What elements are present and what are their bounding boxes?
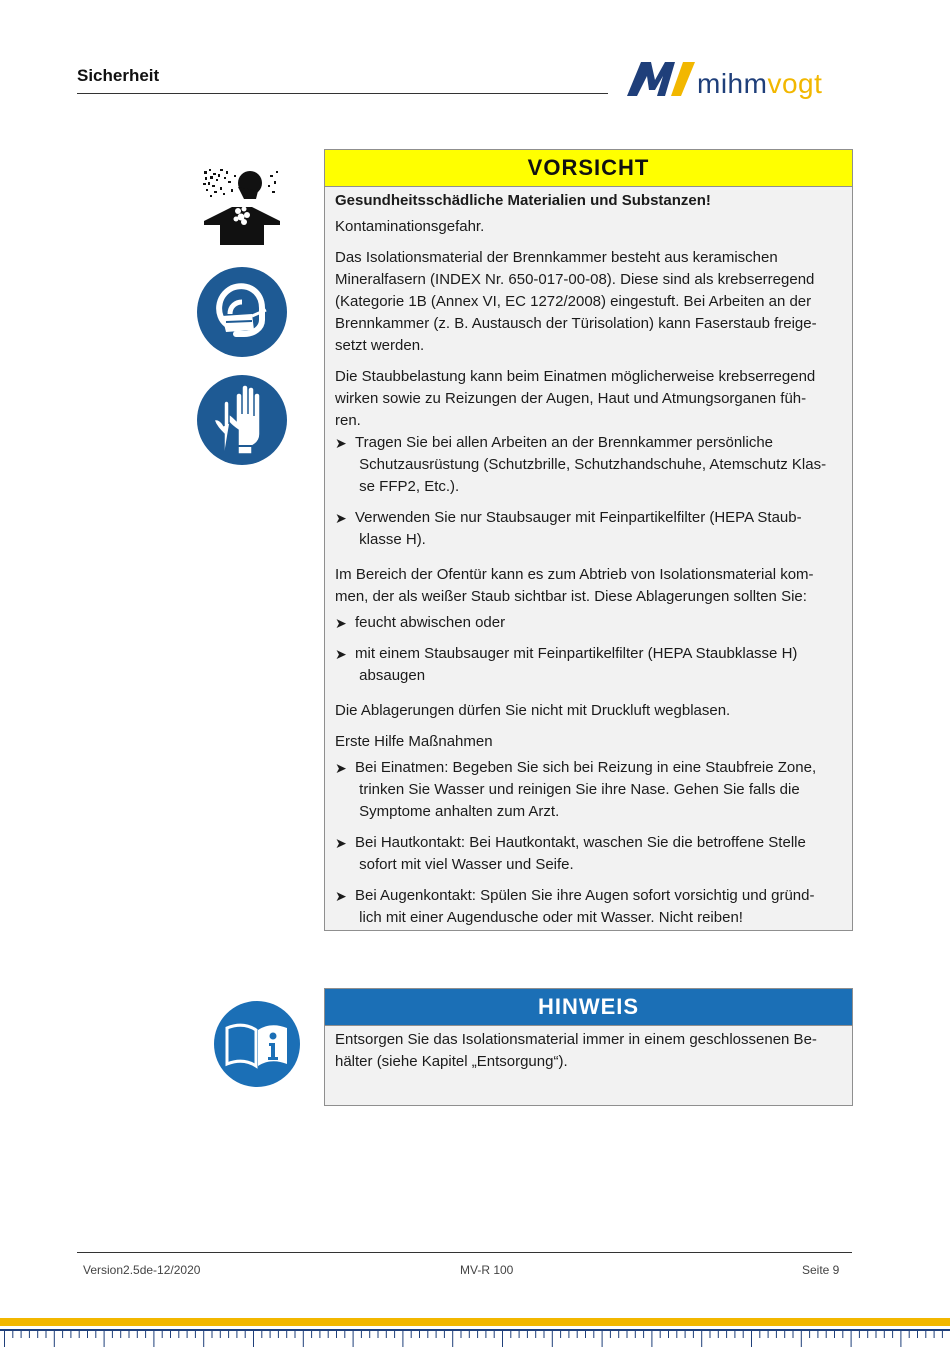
notice-box — [324, 988, 853, 1106]
logo-wordmark: mihmvogt — [697, 68, 823, 99]
health-hazard-icon — [200, 165, 284, 245]
caution-para-3: Im Bereich der Ofentür kann es zum Abtrieb von Isolationsmaterial kom- men, der als weißer Staub sichtbar ist. Diese Ablagerungen sollten Sie: — [335, 566, 814, 605]
notice-heading: HINWEIS — [325, 989, 852, 1026]
list-item: ➤ Verwenden Sie nur Staubsauger mit Feinpartikelfilter (HEPA Staub- klasse H). — [335, 507, 842, 551]
arrow-bullet-icon: ➤ — [335, 615, 347, 631]
footer-rule — [77, 1252, 852, 1253]
list-item: ➤ Bei Hautkontakt: Bei Hautkontakt, waschen Sie die betroffene Stelle sofort mit viel Wasser und Seife. — [335, 832, 842, 876]
bottom-ruler-strip — [0, 1318, 950, 1348]
list-item: ➤ Tragen Sie bei allen Arbeiten an der Brennkammer persönliche Schutzausrüstung (Schutzbrille, Schutzhandschuhe, Atemschutz Klas- se FFP2, Etc.). — [335, 432, 842, 498]
gloves-icon — [196, 374, 288, 466]
caution-para-4: Die Ablagerungen dürfen Sie nicht mit Druckluft wegblasen. — [335, 702, 731, 719]
arrow-bullet-icon: ➤ — [335, 510, 347, 526]
notice-text: Entsorgen Sie das Isolationsmaterial immer in einem geschlossenen Be- hälter (siehe Kapitel „Entsorgung“). — [335, 1031, 817, 1070]
arrow-bullet-icon: ➤ — [335, 646, 347, 662]
caution-para-1: Das Isolationsmaterial der Brennkammer besteht aus keramischen Mineralfasern (INDEX Nr. 650-017-00-08). Diese sind als krebserregend (Kategorie 1B (Annex VI, EC 1272/2008) eingestuft. Bei Arbeiten an der Brennkammer (z. B. Austausch der Türisolation) kann Faserstaub freige- setzt werden. — [335, 249, 817, 354]
caution-para-2: Die Staubbelastung kann beim Einatmen möglicherweise krebserregend wirken sowie zu Reizungen der Augen, Haut und Atmungsorganen füh- ren. — [335, 368, 816, 429]
caution-box — [324, 149, 853, 931]
arrow-bullet-icon: ➤ — [335, 835, 347, 851]
header-rule — [77, 93, 608, 94]
list-item: ➤ Bei Einatmen: Begeben Sie sich bei Reizung in eine Staubfreie Zone, trinken Sie Wasser und reinigen Sie ihre Nase. Gehen Sie falls die Symptome anhalten zum Arzt. — [335, 757, 842, 823]
caution-title: Gesundheitsschädliche Materialien und Substanzen! — [335, 192, 711, 209]
arrow-bullet-icon: ➤ — [335, 888, 347, 904]
manual-info-icon — [213, 1000, 301, 1088]
caution-body — [325, 187, 852, 929]
footer-version: Version2.5de-12/2020 — [83, 1263, 201, 1277]
brand-logo — [625, 56, 855, 104]
notice-body — [325, 1026, 852, 1073]
section-title: Sicherheit — [77, 66, 160, 85]
footer-model: MV-R 100 — [460, 1263, 514, 1277]
caution-heading: VORSICHT — [325, 150, 852, 187]
arrow-bullet-icon: ➤ — [335, 435, 347, 451]
list-item: ➤ feucht abwischen oder — [335, 612, 842, 634]
list-item: ➤ Bei Augenkontakt: Spülen Sie ihre Augen sofort vorsichtig und gründ- lich mit einer Augendusche oder mit Wasser. Nicht reiben! — [335, 885, 842, 929]
dust-mask-icon — [196, 266, 288, 358]
arrow-bullet-icon: ➤ — [335, 760, 347, 776]
logo-mark-icon — [625, 58, 699, 100]
first-aid-heading: Erste Hilfe Maßnahmen — [335, 733, 493, 750]
footer-page-number: Seite 9 — [802, 1263, 840, 1277]
caution-para-0: Kontaminationsgefahr. — [335, 218, 485, 235]
list-item: ➤ mit einem Staubsauger mit Feinpartikelfilter (HEPA Staubklasse H) absaugen — [335, 643, 842, 687]
